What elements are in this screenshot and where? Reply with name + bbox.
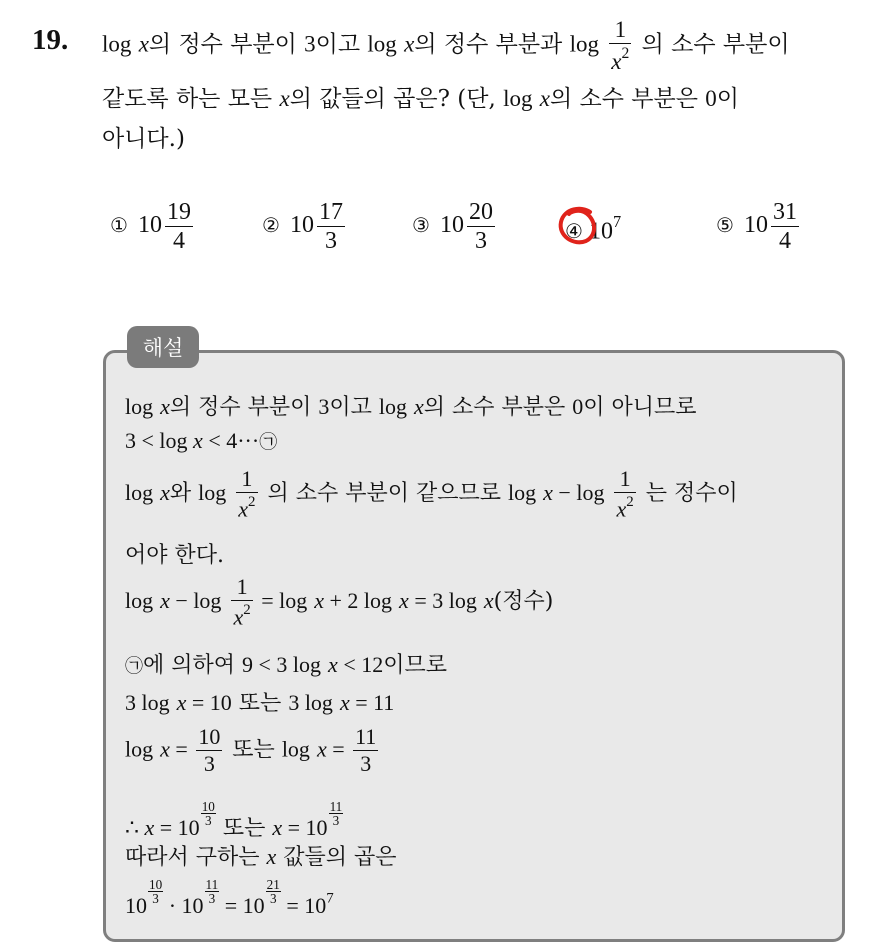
explanation-line-8: log x = $\frac{10}{3}$ 또는 log x = $\frac{11}{3}$ — [125, 724, 377, 776]
choice-1[interactable]: ① 10 $\frac{19}{4}$ — [110, 199, 191, 254]
explanation-line-5: log x − log $\frac{1}{x^2}$ = log x + 2 log x = 3 log x(정수) — [125, 574, 554, 630]
fraction-one-over-x-squared: $\frac{1}{x^2}$ — [611, 17, 630, 74]
choice-5[interactable]: ⑤ 10 $\frac{31}{4}$ — [716, 199, 797, 254]
question-line-1: log x의 정수 부분이 3이고 log x의 정수 부분과 log $\frac{1}{x^2}$ 의 소수 부분이 — [102, 17, 790, 74]
answer-circle-mark — [556, 204, 600, 248]
explanation-line-4: 어야 한다. — [125, 543, 224, 568]
explanation-line-2: 3 < log x < 4···㉠ — [125, 428, 278, 453]
explanation-line-9: ∴ x = 10 $\frac{10}{3}$ 또는 x = 10 $\frac{11}{3}$ — [125, 799, 343, 842]
choice-4[interactable]: ④ $10^7$ — [565, 212, 622, 245]
explanation-line-3: log x와 log $\frac{1}{x^2}$ 의 소수 부분이 같으므로 log x − log $\frac{1}{x^2}$ 는 정수이 — [125, 466, 738, 522]
question-line-2: 같도록 하는 모든 x의 값들의 곱은? (단, log x의 소수 부분은 0이 — [102, 86, 739, 112]
circled-giyeok-ref: ㉠ — [259, 432, 278, 453]
choice-3[interactable]: ③ 10 $\frac{20}{3}$ — [412, 199, 493, 254]
explanation-line-11: 10 $\frac{10}{3}$ · 10 $\frac{11}{3}$ = 10 $\frac{21}{3}$ = $10^7$ — [125, 877, 334, 919]
explanation-line-10: 따라서 구하는 x 값들의 곱은 — [125, 844, 397, 870]
choice-2[interactable]: ② 10 $\frac{17}{3}$ — [262, 199, 343, 254]
explanation-label: 해설 — [127, 326, 199, 368]
circled-giyeok-ref: ㉠ — [125, 656, 143, 677]
explanation-line-1: log x의 정수 부분이 3이고 log x의 소수 부분은 0이 아니므로 — [125, 394, 697, 420]
explanation-line-7: 3 log x = 10 또는 3 log x = 11 — [125, 690, 395, 716]
question-number: 19. — [32, 24, 69, 56]
explanation-line-6: ㉠에 의하여 9 < 3 log x < 12이므로 — [125, 652, 447, 678]
question-line-3: 아니다.) — [102, 126, 185, 152]
